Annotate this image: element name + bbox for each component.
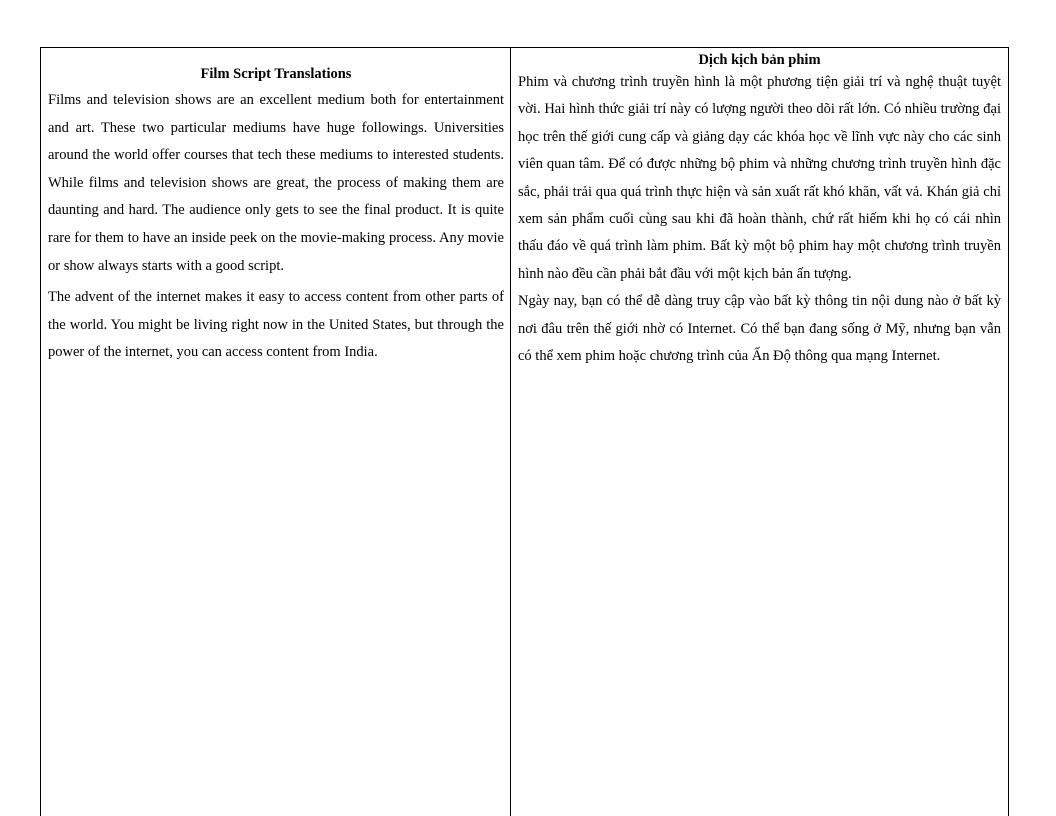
- english-paragraph-1: Films and television shows are an excellent medium both for entertainment and art. These two particular mediums have huge followings. Universities around the world offer courses that tech these mediums to interested students. While films and television shows are great, the process of making them are daunting and hard. The audience only gets to see the final product. It is quite rare for them to have an inside peek on the movie-making process. Any movie or show always starts with a good script.: [48, 92, 504, 274]
- english-column: [41, 48, 511, 816]
- english-title: Film Script Translations: [200, 66, 352, 82]
- translation-table: [40, 47, 1009, 816]
- vietnamese-paragraph-1: Phim và chương trình truyền hình là một phương tiện giải trí và nghệ thuật tuyệt vời. Hai hình thức giải trí này có lượng người theo dõi rất lớn. Có nhiều trường đại học trên thế giới cung cấp và giảng dạy các khóa học về lĩnh vực này cho các sinh viên quan tâm. Để có được những bộ phim và những chương trình truyền hình đặc sắc, phải trải qua quá trình thực hiện và sản xuất rất khó khăn, vất vả. Khán giả chỉ xem sản phẩm cuối cùng sau khi đã hoàn thành, chứ rất hiếm khi họ có cái nhìn thấu đáo về quá trình làm phim. Bất kỳ một bộ phim hay một chương trình truyền hình nào đều cần phải bắt đầu với một kịch bản ấn tượng.: [518, 74, 1001, 282]
- vietnamese-paragraph-2: Ngày nay, bạn có thể dễ dàng truy cập vào bất kỳ thông tin nội dung nào ở bất kỳ nơi đâu trên thế giới nhờ có Internet. Có thể bạn đang sống ở Mỹ, nhưng bạn vẫn có thể xem phim hoặc chương trình của Ấn Độ thông qua mạng Internet.: [518, 293, 1001, 365]
- vietnamese-title: Dịch kịch bản phim: [698, 52, 821, 68]
- english-paragraph-2: The advent of the internet makes it easy to access content from other parts of the world. You might be living right now in the United States, but through the power of the internet, you can access content from India.: [48, 289, 504, 361]
- vietnamese-column: [511, 48, 1008, 816]
